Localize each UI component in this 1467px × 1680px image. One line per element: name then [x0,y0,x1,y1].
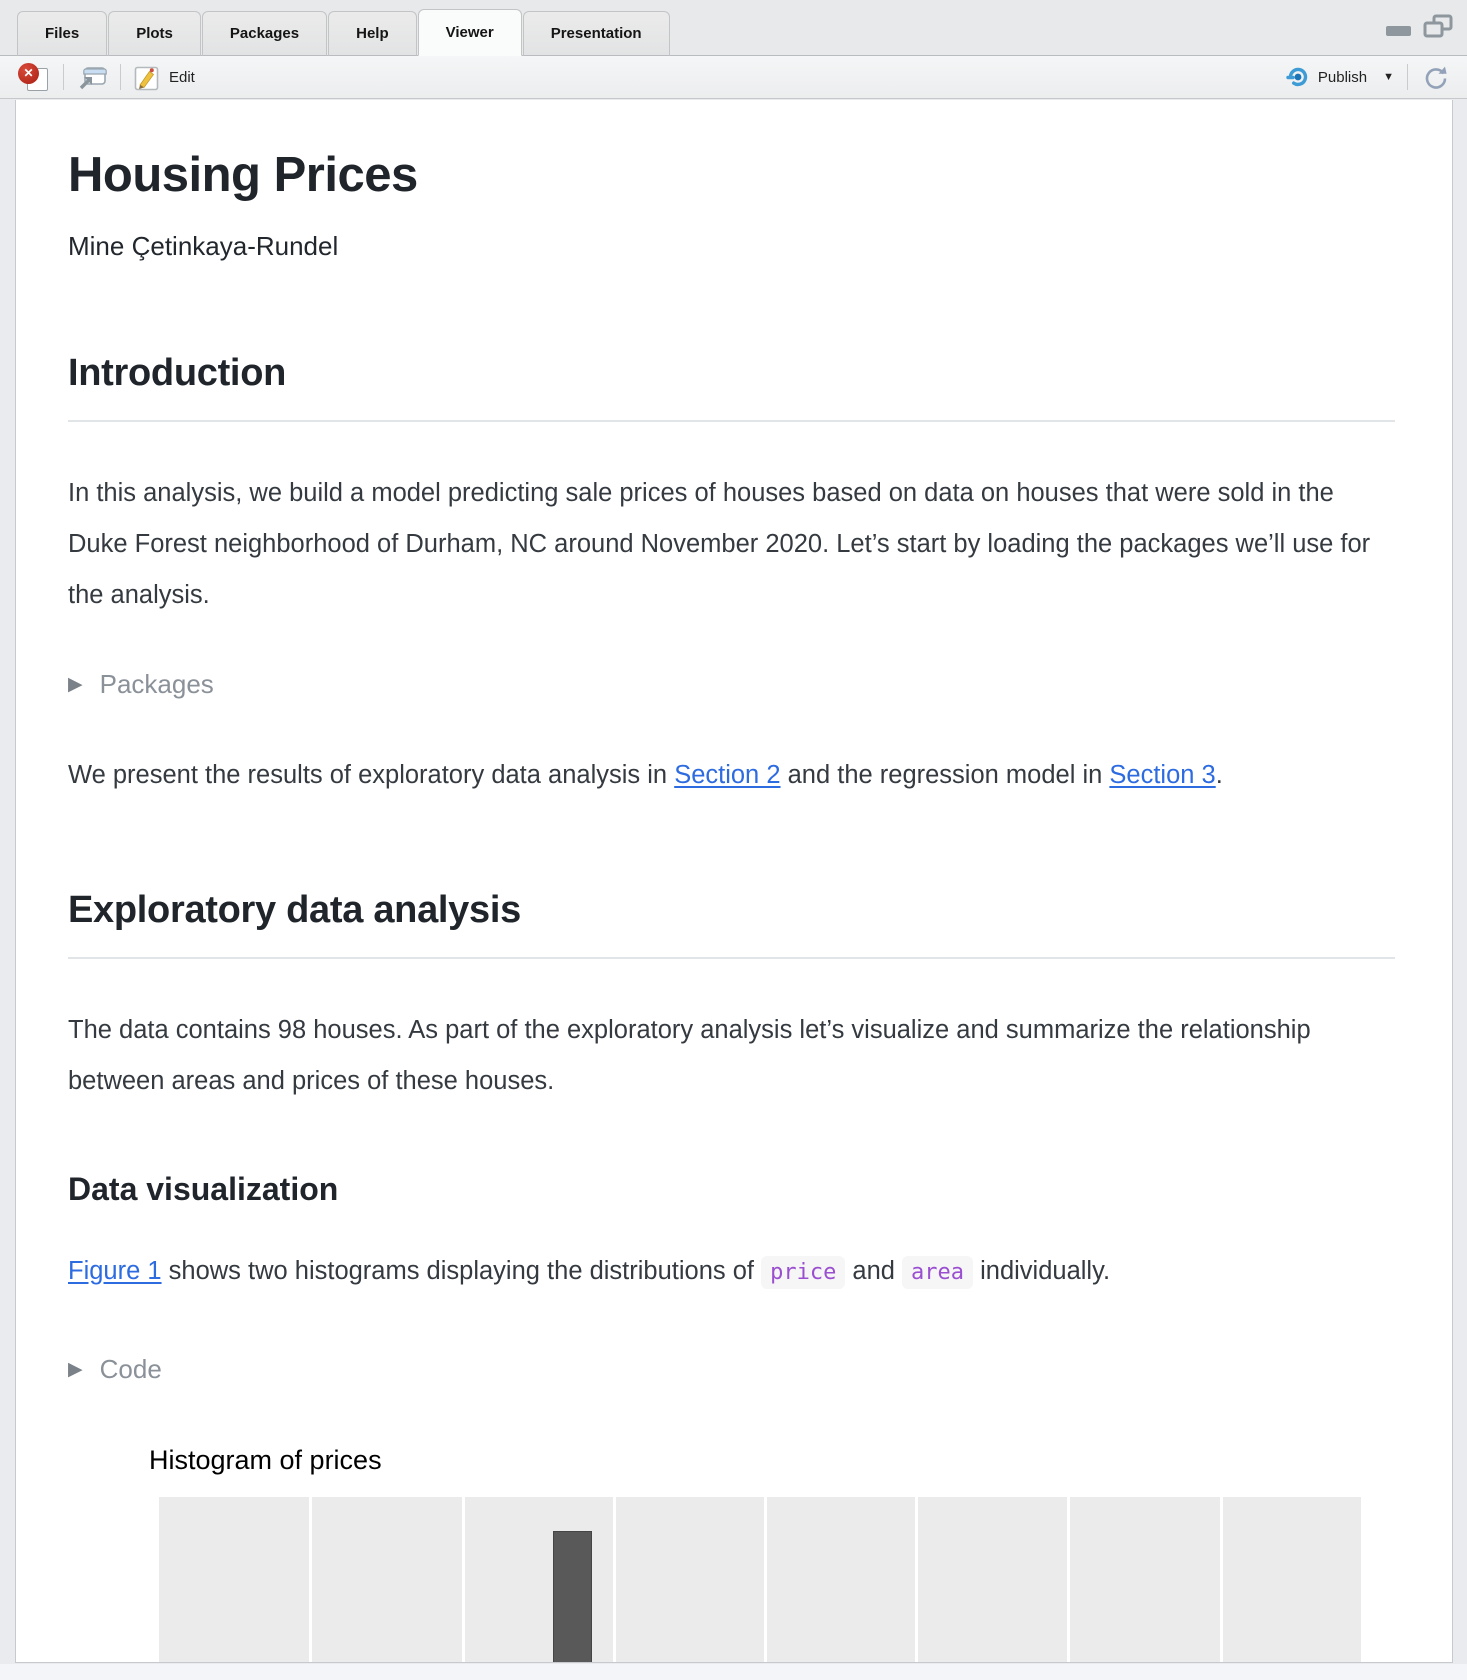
refresh-icon [1421,63,1449,91]
tab-plots[interactable]: Plots [108,11,201,56]
edit-pencil-icon [134,64,161,91]
page-title: Housing Prices [68,148,418,202]
code-span-price: price [761,1256,845,1289]
eda-paragraph: The data contains 98 houses. As part of the exploratory analysis let’s visualize and summarize the relationship between areas and prices of these houses. [68,1015,1311,1095]
edit-button-label: Edit [169,68,195,86]
histogram-bar [553,1531,592,1663]
text-run: individually. [973,1256,1111,1285]
disclosure-triangle-icon: ▶ [68,674,83,696]
section-2-link[interactable]: Section 2 [674,761,781,790]
refresh-button[interactable] [1415,61,1455,93]
tab-packages[interactable]: Packages [202,11,327,56]
tab-files[interactable]: Files [17,11,107,56]
plot-title: Histogram of prices [149,1444,382,1475]
pane-tab-bar [0,0,1467,56]
heading-data-visualization: Data visualization [68,1170,339,1207]
clear-viewer-icon: ✕ [18,63,50,91]
publish-icon [1286,65,1310,89]
pane-tabs [0,0,671,55]
publish-button[interactable] [1280,63,1373,91]
intro-paragraph: In this analysis, we build a model predicting sale prices of houses based on data on houses that were sold in the Duke Forest neighborhood of Durham, NC around November 2020. Let’s start by loading the packages we’ll use for the analysis. [68,479,1371,610]
heading-eda: Exploratory data analysis [68,889,1395,959]
packages-summary-label: Packages [99,669,214,700]
text-run: and [845,1256,903,1285]
chevron-down-icon: ▼ [1383,71,1394,83]
text-run: shows two histograms displaying the distributions of [161,1256,762,1285]
tab-help[interactable]: Help [328,11,417,56]
text-run: . [1215,761,1223,790]
heading-introduction: Introduction [68,352,1395,422]
popout-window-icon [77,64,107,91]
edit-button[interactable] [128,62,201,93]
disclosure-triangle-icon: ▶ [68,1358,83,1380]
maximize-pane-icon[interactable] [1423,14,1453,40]
figure-1-link[interactable]: Figure 1 [68,1256,162,1285]
packages-details-toggle[interactable] [68,669,1395,700]
code-span-area: area [902,1256,973,1289]
rendered-document [15,100,1453,1663]
pane-bottom-edge [0,1664,1467,1680]
sections-paragraph [68,750,1395,801]
tab-presentation[interactable]: Presentation [523,11,670,56]
publish-dropdown[interactable] [1373,69,1400,85]
section-3-link[interactable]: Section 3 [1109,761,1216,790]
author: Mine Çetinkaya-Rundel [68,231,339,262]
text-run: and the regression model in [780,761,1110,790]
code-details-toggle[interactable] [68,1354,1395,1385]
text-run: We present the results of exploratory data analysis in [68,761,675,790]
figure-histogram [68,1445,1395,1663]
histogram-plot-area [159,1497,1361,1663]
code-summary-label: Code [99,1353,162,1384]
minimize-pane-icon[interactable] [1386,26,1411,36]
tab-viewer[interactable]: Viewer [418,9,522,56]
clear-viewer-button[interactable] [12,61,56,93]
viewer-toolbar [0,56,1467,99]
figure-paragraph [68,1246,1395,1298]
publish-button-label: Publish [1317,68,1368,86]
window-controls [1386,14,1453,40]
open-in-new-window-button[interactable] [71,62,113,93]
